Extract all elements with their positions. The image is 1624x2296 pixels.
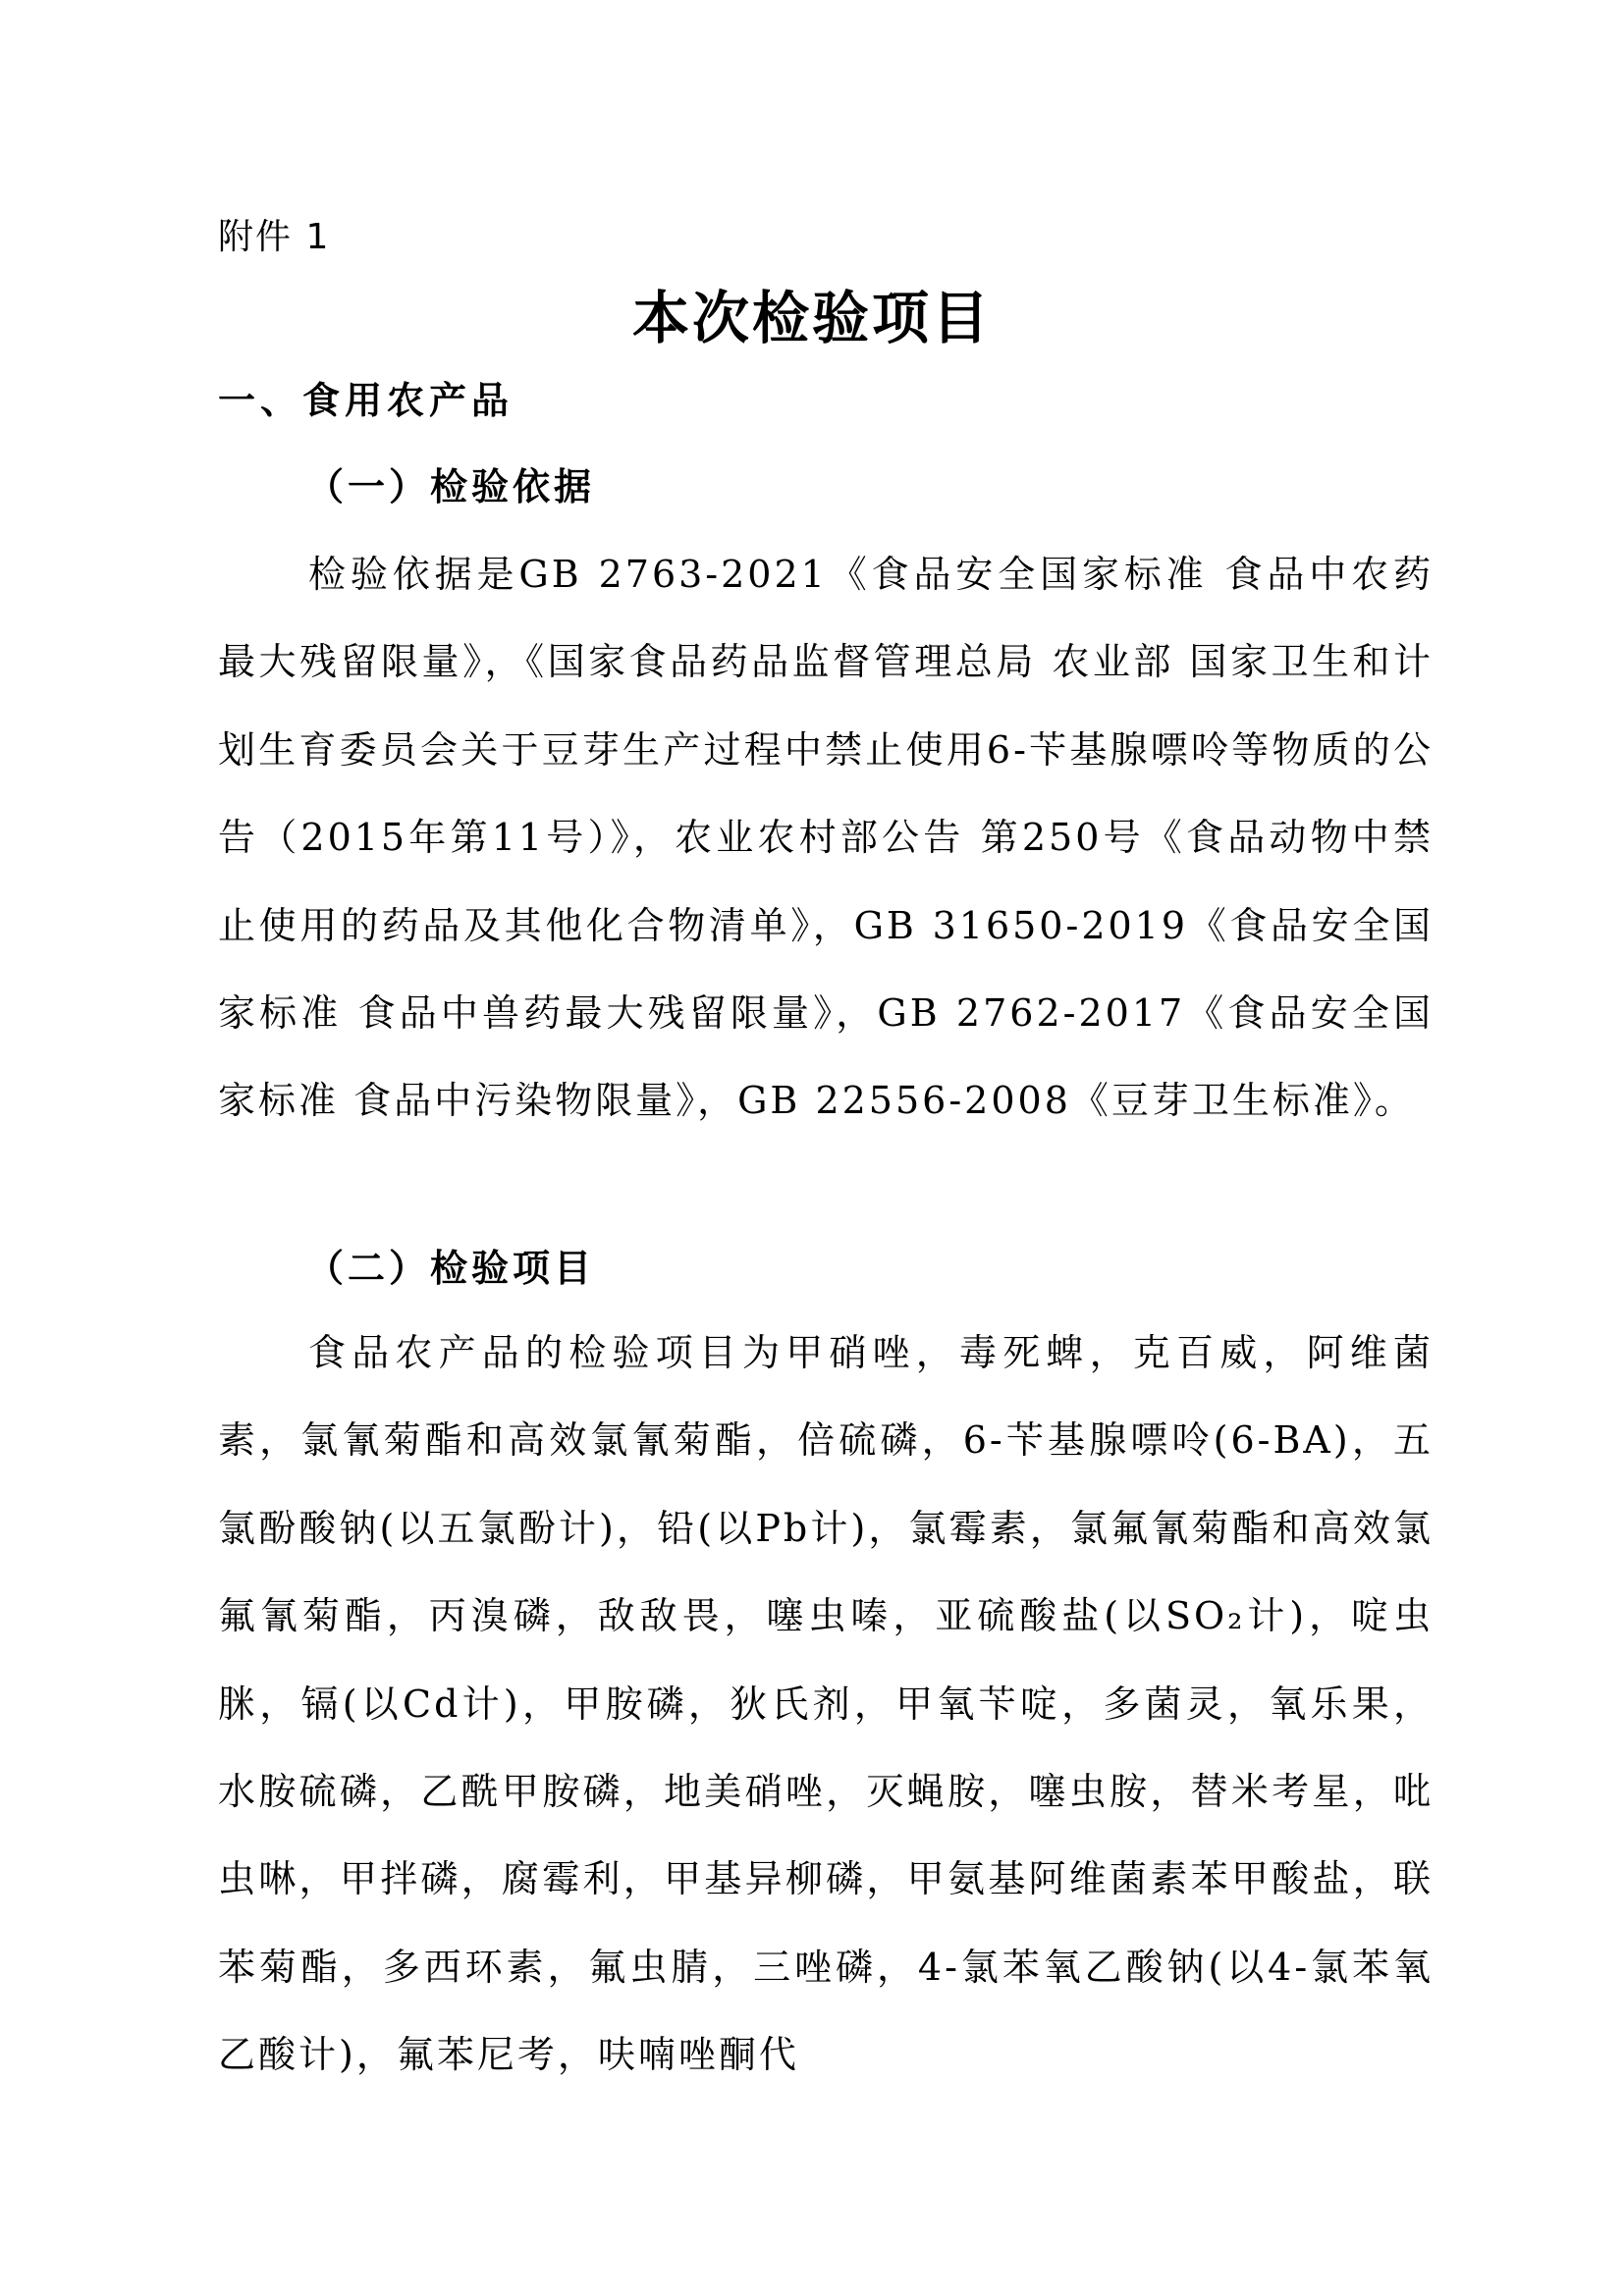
- paragraph-inspection-basis: 检验依据是GB 2763-2021《食品安全国家标准 食品中农药最大残留限量》，《国家食品药品监督管理总局 农业部 国家卫生和计划生育委员会关于豆芽生产过程中禁止使用6-苄基腺嘌呤等物质的公告（2015年第11号）》，农业农村部公告 第250号《食品动物中禁止使用的药品及其他化合物清单》，GB 31650-2019《食品安全国家标准 食品中兽药最大残留限量》，GB 2762-2017《食品安全国家标准 食品中污染物限量》，GB 22556-2008《豆芽卫生标准》。: [218, 553, 1434, 1123]
- page-title: 本次检验项目: [631, 285, 992, 351]
- subsection-heading-inspection-basis: （一）检验依据: [306, 465, 596, 508]
- section-heading-agricultural-products: 一、食用农产品: [218, 379, 514, 422]
- subsection-heading-inspection-items: （二）检验项目: [306, 1247, 596, 1290]
- paragraph-inspection-items: 食品农产品的检验项目为甲硝唑，毒死蜱，克百威，阿维菌素，氯氰菊酯和高效氯氰菊酯，倍硫磷，6-苄基腺嘌呤(6-BA)，五氯酚酸钠(以五氯酚计)，铅(以Pb计)，氯霉素，氯氟氰菊酯和高效氯氟氰菊酯，丙溴磷，敌敌畏，噻虫嗪，亚硫酸盐(以SO₂计)，啶虫脒，镉(以Cd计)，甲胺磷，狄氏剂，甲氧苄啶，多菌灵，氧乐果，水胺硫磷，乙酰甲胺磷，地美硝唑，灭蝇胺，噻虫胺，替米考星，吡虫啉，甲拌磷，腐霉利，甲基异柳磷，甲氨基阿维菌素苯甲酸盐，联苯菊酯，多西环素，氟虫腈，三唑磷，4-氯苯氧乙酸钠(以4-氯苯氧乙酸计)，氟苯尼考，呋喃唑酮代: [218, 1331, 1434, 2077]
- attachment-label: 附件 1: [218, 217, 331, 257]
